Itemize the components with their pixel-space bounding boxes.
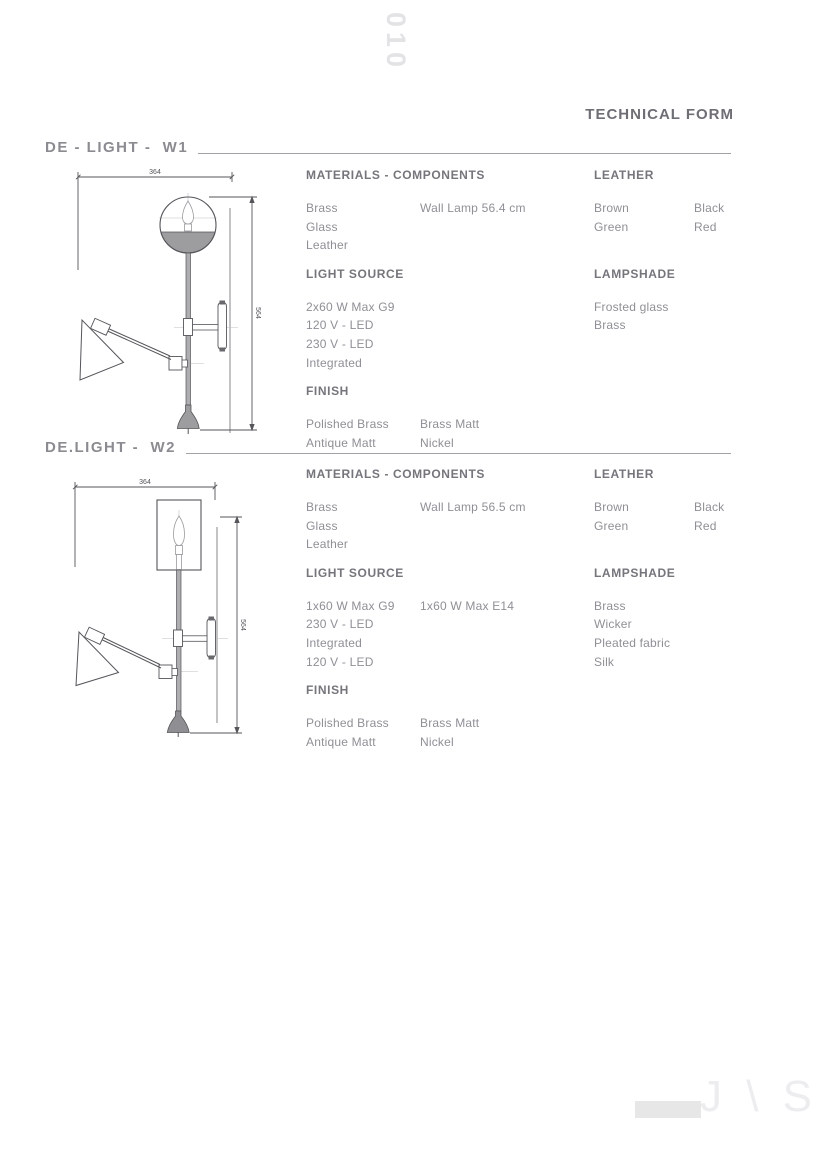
w2-wall-plate [207,618,216,658]
spec-row [306,733,592,752]
spec-row [306,415,592,434]
spec-value: Nickel [420,435,454,450]
w1-arm-joint [169,357,182,371]
brand-logo: J \ S [700,1072,819,1121]
w2-cone-socket [85,627,105,644]
spec-row [594,498,800,517]
spec-value: Glass [306,219,338,234]
spec-row [306,597,592,616]
spec-value: Leather [306,537,349,552]
w1-bulb [183,201,194,224]
spec-value: Wicker [594,617,632,632]
spec-value: Brown [594,201,630,215]
spec-value: Brass [306,500,338,514]
spec-row [594,517,800,536]
spec-row [306,316,592,335]
w2-bulb [174,516,185,546]
spec-value: 1x60 W Max E14 [420,598,515,613]
w1-height-dimension: 564 [254,307,261,319]
w2-centerlines [162,510,228,672]
spec-row [306,517,592,536]
w2-technical-drawing [50,460,270,750]
lampshade-title: LAMPSHADE [594,565,676,580]
w1-bulb-socket [185,224,192,231]
spec-row [306,653,592,672]
w2-spec-left-pane [306,467,592,763]
w1-materials-block [306,168,592,255]
spec-value: Leather [306,238,349,253]
lampshade-title: LAMPSHADE [594,266,676,281]
section-heading-w2 [45,439,731,457]
spec-value: Brass [306,201,338,215]
spec-value [420,298,534,317]
w1-spec-right-pane [594,168,800,347]
spec-value: Red [694,219,717,234]
w1-cone-socket [91,318,111,335]
spec-value: Brass Matt [420,716,480,731]
w2-bulb-socket [176,546,183,555]
spec-value: Silk [594,654,615,669]
w2-width-dimension: 364 [139,479,151,486]
spec-value: Wall Lamp 56.4 cm [420,201,526,215]
section-heading-w1-label: DE - LIGHT - W1 [45,139,189,156]
spec-value: Green [594,518,629,533]
spec-row [594,199,800,218]
w1-leather-block [594,168,800,236]
materials-title: MATERIALS - COMPONENTS [306,168,485,182]
spec-value: Black [694,500,725,514]
w1-globe-fill [161,232,215,253]
spec-value: Brass [594,318,626,333]
spec-value: Pleated fabric [594,635,671,650]
w1-width-dimension: 364 [149,169,161,176]
w1-finial [177,405,199,429]
spec-value: 1x60 W Max G9 [306,598,395,613]
spec-value: Black [694,201,725,215]
leather-title: LEATHER [594,467,654,481]
spec-value: Brass [594,598,626,613]
w1-dimension-lines [76,172,257,433]
light-source-title: LIGHT SOURCE [306,565,404,580]
w1-lamp-body [80,197,227,434]
spec-row [594,634,800,653]
spec-value: Wall Lamp 56.5 cm [420,500,526,514]
heading-rule [198,153,731,154]
spec-value: Polished Brass [306,716,389,731]
spec-value: Brown [594,500,630,514]
w2-light-source-block [306,566,592,671]
w2-lampshade-block [594,566,800,671]
section-heading-w2-label: DE.LIGHT - W2 [45,439,176,456]
spec-value: Antique Matt [306,435,376,450]
spec-row [306,236,592,255]
spec-row [306,498,592,517]
w2-lamp-body [76,500,216,737]
spec-row [306,714,592,733]
section-heading-w1 [45,139,731,157]
w1-spec-left-pane [306,168,592,464]
w2-materials-block [306,467,592,554]
w1-light-source-block [306,267,592,372]
spec-value: Antique Matt [306,734,376,749]
w1-mount-arm [192,325,218,331]
spec-value: 230 V - LED Integrated [306,336,374,370]
spec-row [594,597,800,616]
spec-row [306,298,592,317]
w2-finial [167,711,189,733]
w2-spec-right-pane [594,467,800,683]
spec-value: Nickel [420,734,454,749]
spec-row [594,615,800,634]
light-source-title: LIGHT SOURCE [306,266,404,281]
spec-value: Polished Brass [306,417,389,432]
spec-row [306,218,592,237]
w2-height-dimension: 564 [239,619,246,631]
w2-arm-joint [159,665,172,679]
spec-row [306,335,592,372]
page-title: TECHNICAL FORM [585,106,734,123]
leather-title: LEATHER [594,168,654,182]
spec-row [594,316,800,335]
spec-row [306,199,592,218]
spec-value: Red [694,518,717,533]
spec-row [306,535,592,554]
heading-rule [186,453,731,454]
finish-title: FINISH [306,384,349,399]
spec-value: 230 V - LED Integrated [306,617,374,650]
materials-title: MATERIALS - COMPONENTS [306,467,485,481]
spec-row [306,615,592,652]
spec-row [594,653,800,672]
spec-value: Frosted glass [594,299,669,314]
finish-title: FINISH [306,683,349,698]
w1-technical-drawing [60,160,280,440]
spec-value: Brass Matt [420,417,480,432]
w2-finish-block [306,683,592,751]
w2-mount-arm [182,636,207,642]
spec-value: Green [594,219,629,234]
w2-leather-block [594,467,800,535]
page-number: 010 [381,12,411,73]
w1-lampshade-block [594,267,800,335]
spec-value: 2x60 W Max G9 [306,299,395,314]
spec-value: 120 V - LED [306,318,374,333]
spec-row [594,298,800,317]
spec-value: Glass [306,518,338,533]
logo-bar [635,1101,701,1118]
spec-value: 120 V - LED [306,654,374,669]
spec-row [594,218,800,237]
w1-wall-plate [218,302,227,350]
